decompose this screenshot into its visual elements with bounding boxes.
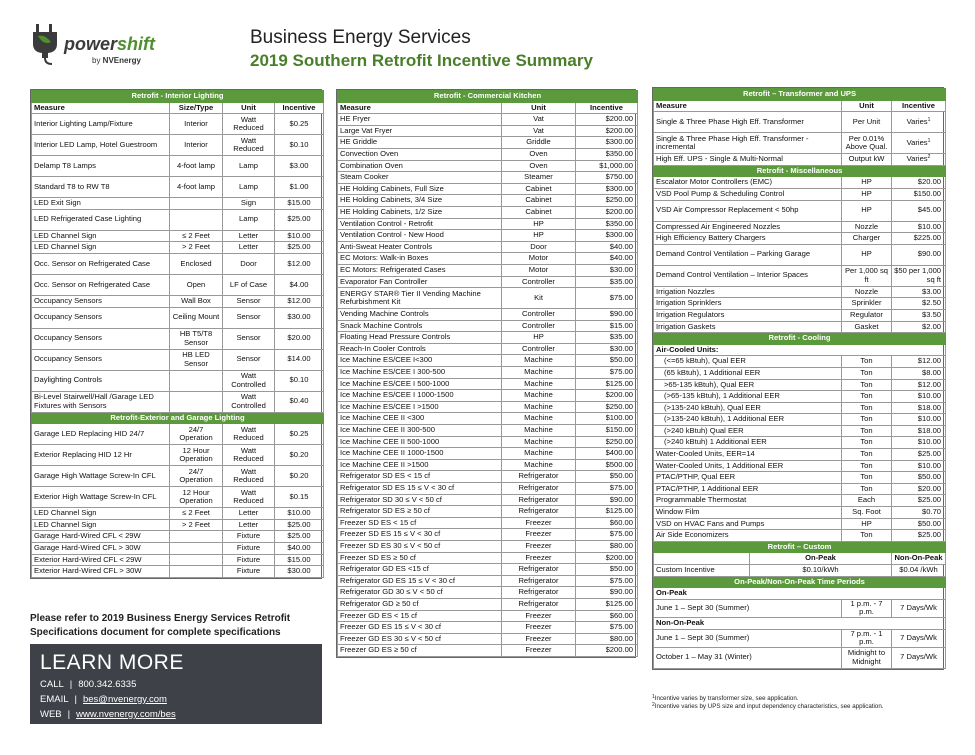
table-row: Delamp T8 Lamps 4-foot lamp Lamp $3.00 xyxy=(32,156,324,177)
table-row: HE Holding Cabinets, 3/4 Size Cabinet $250.00 xyxy=(338,195,638,207)
table-row: VSD Pool Pump & Scheduling Control HP $150.00 xyxy=(654,188,946,200)
table-row: HE Griddle Griddle $300.00 xyxy=(338,137,638,149)
column-header: Size/Type xyxy=(170,102,223,114)
table-row: Snack Machine Controls Controller $15.00 xyxy=(338,320,638,332)
section-header: Retrofit – Transformer and UPS xyxy=(654,89,946,101)
web-line: WEB | www.nvenergy.com/bes xyxy=(40,709,176,720)
table-row: (<=65 kBtuh), Qual EER Ton $12.00 xyxy=(654,356,946,368)
specifications-note: Please refer to 2019 Business Energy Services Retrofit Specifications document for complete specifications xyxy=(30,613,291,638)
table-row: Ice Machine CEE II 500-1000 Machine $250.00 xyxy=(338,436,638,448)
table-row: June 1 – Sept 30 (Summer) 1 p.m. - 7 p.m. 7 Days/Wk xyxy=(654,599,946,617)
commercial-kitchen-panel xyxy=(336,89,636,658)
column-header: Measure xyxy=(338,102,502,114)
table-row: Ice Machine ES/CEE I 300-500 Machine $75.00 xyxy=(338,367,638,379)
table-row: High Efficiency Battery Chargers Charger $225.00 xyxy=(654,233,946,245)
table-row: Interior Lighting Lamp/Fixture Interior Watt Reduced $0.25 xyxy=(32,114,324,135)
table-row: Floating Head Pressure Controls HP $35.00 xyxy=(338,332,638,344)
table-row: EC Motors: Walk-in Boxes Motor $40.00 xyxy=(338,253,638,265)
transformer-misc-cooling-panel xyxy=(652,87,944,670)
table-row: Occupancy Sensors HB LED Sensor Sensor $14.00 xyxy=(32,349,324,370)
header-row xyxy=(338,102,638,114)
table-row: (>65-135 kBtuh), 1 Additional EER Ton $10.00 xyxy=(654,391,946,403)
brand-byline: by NVEnergy xyxy=(92,56,141,65)
table-row: Single & Three Phase High Eff. Transformer Per Unit Varies$^1$ xyxy=(654,112,946,133)
phone-link[interactable]: 800.342.6335 xyxy=(78,679,137,690)
table-row: (>135-240 kBtuh), Qual EER Ton $18.00 xyxy=(654,402,946,414)
learn-more-box xyxy=(30,644,322,724)
table-row: Daylighting Controls Watt Controlled $0.10 xyxy=(32,370,324,391)
table-row: Custom Incentive $0.10/kWh $0.04 /kWh xyxy=(654,565,946,577)
table-row: Freezer SD ES ≥ 50 cf Freezer $200.00 xyxy=(338,552,638,564)
table-row: Evaporator Fan Controller Controller $35.00 xyxy=(338,276,638,288)
table-row: Freezer SD ES 15 ≤ V < 30 cf Freezer $75.00 xyxy=(338,529,638,541)
plug-leaf-icon xyxy=(30,22,60,66)
table-row: Refrigerator SD ES 15 ≤ V < 30 cf Refrigerator $75.00 xyxy=(338,483,638,495)
header-row xyxy=(654,100,946,112)
footnote-1: $^1$Incentive varies by transformer size, see application. xyxy=(652,694,799,702)
table-row: Ice Machine CEE II 300-500 Machine $150.00 xyxy=(338,425,638,437)
table-row: Air Side Economizers Ton $25.00 xyxy=(654,530,946,542)
table-row: Refrigerator GD ≥ 50 cf Refrigerator $125.00 xyxy=(338,598,638,610)
table-row: ENERGY STAR® Tier II Vending Machine Refurbishment Kit Kit $75.00 xyxy=(338,288,638,309)
table-row: >65-135 kBtuh), Qual EER Ton $12.00 xyxy=(654,379,946,391)
table-row: Interior LED Lamp, Hotel Guestroom Interior Watt Reduced $0.10 xyxy=(32,135,324,156)
table-row: Standard T8 to RW T8 4-foot lamp Lamp $1.00 xyxy=(32,177,324,198)
table-row: Exterior Hard-Wired CFL > 30W Fixture $30.00 xyxy=(32,566,324,578)
table-row: Convection Oven Oven $350.00 xyxy=(338,148,638,160)
section-header: Retrofit - Cooling xyxy=(654,333,946,345)
table-row: Freezer SD ES < 15 cf Freezer $60.00 xyxy=(338,517,638,529)
table-row: Garage Hard-Wired CFL > 30W Fixture $40.00 xyxy=(32,542,324,554)
table-row: Demand Control Ventilation – Interior Spaces Per 1,000 sq ft $50 per 1,000 sq ft xyxy=(654,265,946,286)
table-row: Exterior High Wattage Screw-In CFL 12 Hour Operation Watt Reduced $0.15 xyxy=(32,487,324,508)
powershift-logo xyxy=(30,22,170,70)
table-row: VSD on HVAC Fans and Pumps HP $50.00 xyxy=(654,518,946,530)
brand-wordmark: powershift xyxy=(64,34,156,54)
column-header: On-Peak xyxy=(750,553,892,565)
table-row: Ice Machine CEE II 1000-1500 Machine $400.00 xyxy=(338,448,638,460)
email-line: EMAIL | bes@nvenergy.com xyxy=(40,694,167,705)
transformer-misc-cooling-table xyxy=(653,88,946,669)
section-header: On-Peak/Non-On-Peak Time Periods xyxy=(654,576,946,588)
table-row: Garage Hard-Wired CFL < 29W Fixture $25.00 xyxy=(32,531,324,543)
table-row: Vending Machine Controls Controller $90.00 xyxy=(338,309,638,321)
table-row: (>240 kBtuh) 1 Additional EER Ton $10.00 xyxy=(654,437,946,449)
table-row: Single & Three Phase High Eff. Transformer - incremental Per 0.01% Above Qual. Varies$^1$ xyxy=(654,133,946,154)
table-row: Freezer GD ES < 15 cf Freezer $60.00 xyxy=(338,610,638,622)
table-row: Water-Cooled Units, EER=14 Ton $25.00 xyxy=(654,449,946,461)
table-row: (>240 kBtuh) Qual EER Ton $18.00 xyxy=(654,425,946,437)
table-row: October 1 – May 31 (Winter) Midnight to Midnight 7 Days/Wk xyxy=(654,647,946,668)
page-subtitle: 2019 Southern Retrofit Incentive Summary xyxy=(250,51,593,70)
column-header: Unit xyxy=(223,102,275,114)
table-row: (>135-240 kBtuh), 1 Additional EER Ton $10.00 xyxy=(654,414,946,426)
table-row: PTAC/PTHP, Qual EER Ton $50.00 xyxy=(654,472,946,484)
table-row: Irrigation Sprinklers Sprinkler $2.50 xyxy=(654,298,946,310)
table-row: LED Channel Sign ≤ 2 Feet Letter $10.00 xyxy=(32,230,324,242)
table-row: Freezer SD ES 30 ≤ V < 50 cf Freezer $80.00 xyxy=(338,540,638,552)
table-row: Irrigation Nozzles Nozzle $3.00 xyxy=(654,286,946,298)
table-row: Irrigation Regulators Regulator $3.50 xyxy=(654,309,946,321)
section-header: Retrofit – Custom xyxy=(654,541,946,553)
table-row: Combination Oven Oven $1,000.00 xyxy=(338,160,638,172)
table-row: HE Holding Cabinets, Full Size Cabinet $300.00 xyxy=(338,183,638,195)
table-row: Ice Machine ES/CEE I 500-1000 Machine $125.00 xyxy=(338,378,638,390)
subheader-row: Air-Cooled Units: xyxy=(654,344,946,356)
table-row: Ice Machine ES/CEE I >1500 Machine $250.00 xyxy=(338,401,638,413)
column-header: Measure xyxy=(654,100,842,112)
table-row: Ice Machine CEE II >1500 Machine $500.00 xyxy=(338,459,638,471)
table-row: Occupancy Sensors HB T5/T8 Sensor Sensor $20.00 xyxy=(32,328,324,349)
table-row: High Eff. UPS - Single & Multi-Normal Output kW Varies$^2$ xyxy=(654,154,946,166)
table-row: Steam Cooker Steamer $750.00 xyxy=(338,172,638,184)
table-row: Reach-In Cooler Controls Controller $30.00 xyxy=(338,343,638,355)
table-row: LED Exit Sign Sign $15.00 xyxy=(32,198,324,210)
table-row: Refrigerator GD ES 15 ≤ V < 30 cf Refrigerator $75.00 xyxy=(338,575,638,587)
table-row: Window Film Sq. Foot $0.70 xyxy=(654,507,946,519)
column-header: Incentive xyxy=(576,102,638,114)
table-row: Garage LED Replacing HID 24/7 24/7 Operation Watt Reduced $0.25 xyxy=(32,424,324,445)
interior-lighting-table xyxy=(31,90,324,578)
column-header: Incentive xyxy=(892,100,946,112)
table-row: Exterior Hard-Wired CFL < 29W Fixture $15.00 xyxy=(32,554,324,566)
table-row: Bi-Level Stairwell/Hall /Garage LED Fixtures with Sensors Watt Controlled $0.40 xyxy=(32,391,324,412)
table-row: Ice Machine ES/CEE I 1000-1500 Machine $200.00 xyxy=(338,390,638,402)
table-row: Ice Machine ES/CEE I<300 Machine $50.00 xyxy=(338,355,638,367)
table-row: Refrigerator SD 30 ≤ V < 50 cf Refrigerator $90.00 xyxy=(338,494,638,506)
table-row: (65 kBtuh), 1 Additional EER Ton $8.00 xyxy=(654,367,946,379)
table-row: Garage High Wattage Screw-In CFL 24/7 Operation Watt Reduced $0.20 xyxy=(32,466,324,487)
table-row: Occupancy Sensors Wall Box Sensor $12.00 xyxy=(32,295,324,307)
column-header: Unit xyxy=(502,102,576,114)
email-link[interactable]: bes@nvenergy.com xyxy=(82,694,167,705)
footnote-2: $^2$Incentive varies by UPS size and input dependency characteristics, see application. xyxy=(652,702,884,710)
page-title: Business Energy Services xyxy=(250,27,471,48)
table-row: Anti-Sweat Heater Controls Door $40.00 xyxy=(338,241,638,253)
section-header: Retrofit - Miscellaneous xyxy=(654,165,946,177)
table-row: Large Vat Fryer Vat $200.00 xyxy=(338,125,638,137)
table-row: Ventilation Control - Retrofit HP $350.00 xyxy=(338,218,638,230)
footnotes xyxy=(652,695,952,711)
section-header: Retrofit-Exterior and Garage Lighting xyxy=(32,412,324,424)
table-row: LED Channel Sign > 2 Feet Letter $25.00 xyxy=(32,519,324,531)
subheader-row: On-Peak xyxy=(654,588,946,600)
subheader-row: Non-On-Peak xyxy=(654,617,946,629)
table-row: Occ. Sensor on Refrigerated Case Enclosed Door $12.00 xyxy=(32,253,324,274)
table-row: Freezer GD ES 15 ≤ V < 30 cf Freezer $75.00 xyxy=(338,622,638,634)
table-row: LED Channel Sign > 2 Feet Letter $25.00 xyxy=(32,242,324,254)
table-row: Irrigation Gaskets Gasket $2.00 xyxy=(654,321,946,333)
table-row: Occupancy Sensors Ceiling Mount Sensor $30.00 xyxy=(32,307,324,328)
header-row xyxy=(32,102,324,114)
table-row: Exterior Replacing HID 12 Hr 12 Hour Operation Watt Reduced $0.20 xyxy=(32,445,324,466)
commercial-kitchen-table xyxy=(337,90,638,657)
table-row: LED Refrigerated Case Lighting Lamp $25.00 xyxy=(32,209,324,230)
table-row: Programmable Thermostat Each $25.00 xyxy=(654,495,946,507)
table-row: Ice Machine CEE II <300 Machine $100.00 xyxy=(338,413,638,425)
table-row: PTAC/PTHP, 1 Additional EER Ton $20.00 xyxy=(654,483,946,495)
table-row: VSD Air Compressor Replacement < 50hp HP $45.00 xyxy=(654,200,946,221)
table-row: HE Fryer Vat $200.00 xyxy=(338,114,638,126)
table-row: Refrigerator SD ES ≥ 50 cf Refrigerator $125.00 xyxy=(338,506,638,518)
learn-more-title: LEARN MORE xyxy=(40,651,184,674)
table-row: Freezer GD ES 30 ≤ V < 50 cf Freezer $80.00 xyxy=(338,633,638,645)
column-header: Incentive xyxy=(275,102,324,114)
section-header: Retrofit - Interior Lighting xyxy=(32,91,324,103)
table-row: Freezer GD ES ≥ 50 cf Freezer $200.00 xyxy=(338,645,638,657)
table-row: Escalator Motor Controllers (EMC) HP $20.00 xyxy=(654,177,946,189)
table-row: Water-Cooled Units, 1 Additional EER Ton $10.00 xyxy=(654,460,946,472)
column-header: Non-On-Peak xyxy=(892,553,946,565)
table-row: Compressed Air Engineered Nozzles Nozzle $10.00 xyxy=(654,221,946,233)
table-row: Ventilation Control - New Hood HP $300.00 xyxy=(338,230,638,242)
table-row: EC Motors: Refrigerated Cases Motor $30.00 xyxy=(338,264,638,276)
header-row xyxy=(654,553,946,565)
call-line: CALL | 800.342.6335 xyxy=(40,679,137,690)
table-row: LED Channel Sign ≤ 2 Feet Letter $10.00 xyxy=(32,508,324,520)
column-header: Measure xyxy=(32,102,170,114)
web-link[interactable]: www.nvenergy.com/bes xyxy=(76,709,176,720)
interior-exterior-lighting-panel xyxy=(30,89,322,579)
section-header: Retrofit - Commercial Kitchen xyxy=(338,91,638,103)
table-row: June 1 – Sept 30 (Summer) 7 p.m. - 1 p.m. 7 Days/Wk xyxy=(654,629,946,647)
table-row: Refrigerator SD ES < 15 cf Refrigerator $50.00 xyxy=(338,471,638,483)
table-row: Occ. Sensor on Refrigerated Case Open LF of Case $4.00 xyxy=(32,274,324,295)
column-header: Unit xyxy=(842,100,892,112)
table-row: Demand Control Ventilation – Parking Garage HP $90.00 xyxy=(654,244,946,265)
table-row: HE Holding Cabinets, 1/2 Size Cabinet $200.00 xyxy=(338,206,638,218)
table-row: Refrigerator GD 30 ≤ V < 50 cf Refrigerator $90.00 xyxy=(338,587,638,599)
table-row: Refrigerator GD ES <15 cf Refrigerator $50.00 xyxy=(338,564,638,576)
